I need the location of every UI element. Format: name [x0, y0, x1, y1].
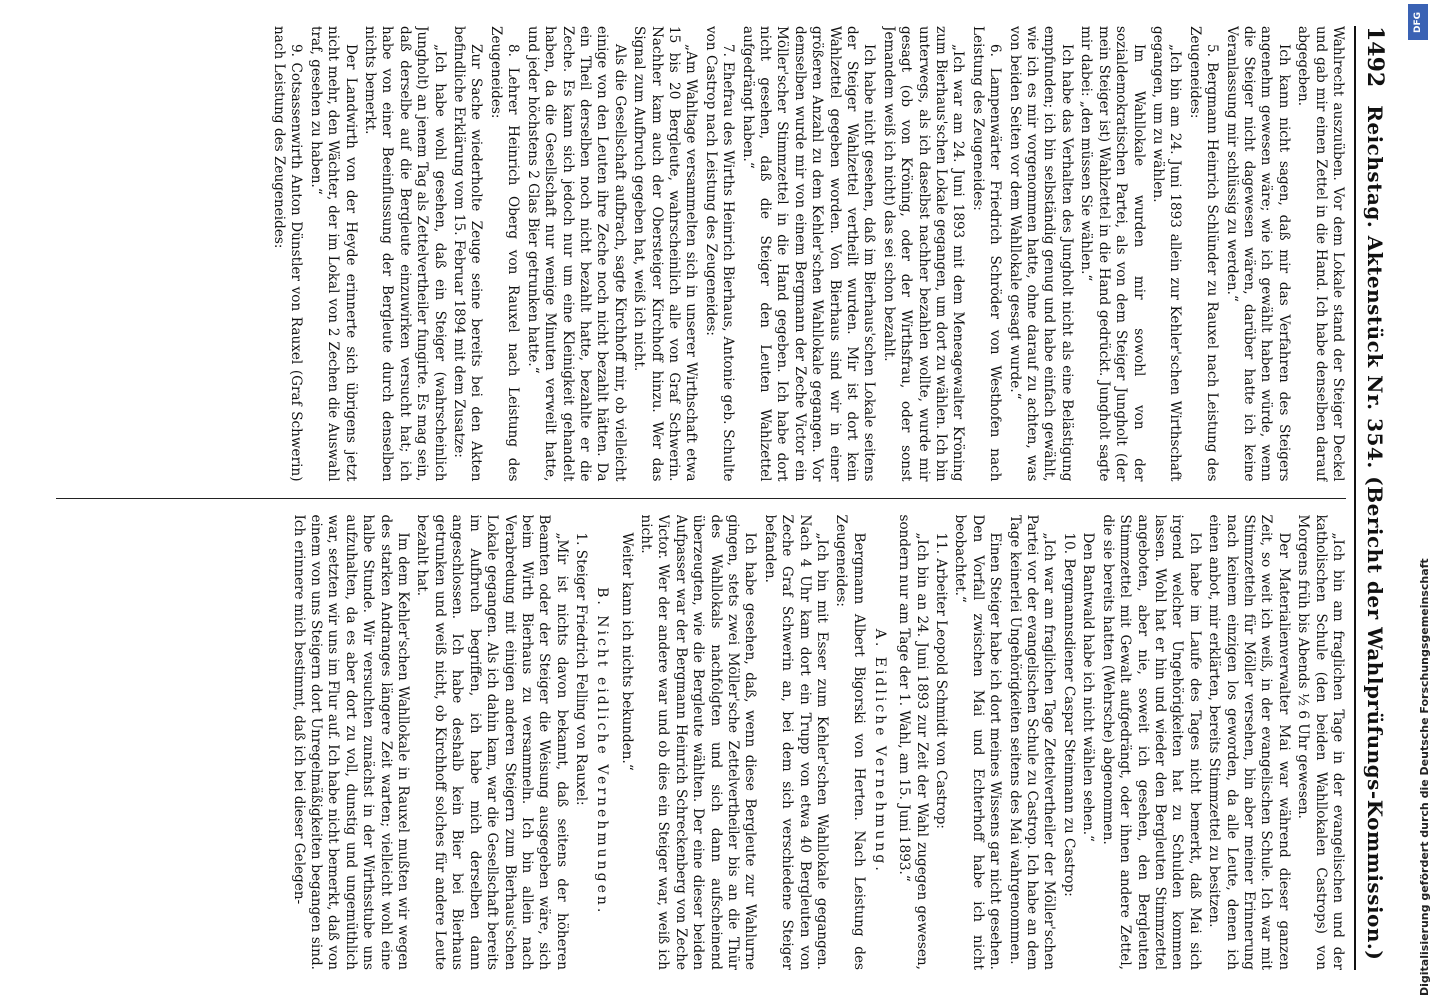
paragraph: Wahlrecht auszuüben. Vor dem Lokale stand der Steiger Deckel und gab mir einen Zettel in die Hand. Ich habe denselben darauf abgegeben. — [1295, 26, 1346, 482]
paragraph: Einen Steiger habe ich dort meines Wissens gar nicht gesehen. Den Vorfall zwischen Mai und Echterhoff habe ich nicht beobachtet.“ — [952, 514, 1004, 970]
paragraph: Weiter kann ich nichts bekunden.“ — [618, 532, 635, 771]
paragraph: 10. Bergmannsdiener Caspar Steinmann zu Castrop: — [1060, 532, 1077, 897]
page-number: 1492 — [1362, 26, 1388, 88]
paragraph: Der Landwirth von der Heyde erinnerte sich übrigens jetzt nicht mehr, den Wächter, der im Lokal von 2 Zechen die Auswahl traf, gesehen zu haben.“ — [307, 26, 359, 482]
paragraph: 8. Lehrer Heinrich Oberg von Rauxel nach Leistung des Zeugeneides: — [487, 26, 522, 482]
paragraph: Der Materialienverwalter Mai war während dieser ganzen Zeit, so weit ich weiß, in der evangelischen Schule. Ich war mit Stimmzetteln für Möller versehen, bin aber meiner Erinnerung nach keinem einzigen los geworden, da alle Leute, denen ich einen anbot, mir erklärten, bereits Stimmzettel zu besitzen. — [1206, 514, 1292, 970]
paragraph: Ich habe gesehen, daß, wenn diese Bergleute zur Wahlurne gingen, stets zwei Möller'sche Zettelvertheiler bis an die Thür des Wahllokals nachfolgten und sich dann aufscheinend überzeugten, wie die Bergleute wählten. Der eine dieser beiden Aufpasser war der Bergmann Heinrich Schreckenberg von Zeche Victor. Wer der andere war und ob dies ein Steiger war, weiß ich nicht. — [637, 514, 759, 970]
section-heading: A. Eidliche Vernehmung. — [871, 628, 888, 874]
paragraph: Im Wahllokale wurden mir sowohl von der sozialdemokratischen Partei, als von dem Steiger Jungholt (der mein Steiger ist) Wahlzettel in die Hand gedrückt. Jungholt sagte mir dabei: „den müssen Sie wählen.“ — [1078, 26, 1147, 482]
right-column — [56, 515, 1346, 971]
paragraph: 6. Lampenwärter Friedrich Schröder von Westhofen nach Leistung des Zeugeneides: — [969, 26, 1004, 482]
running-title: Reichstag. Aktenstück Nr. 354. (Bericht der Wahlprüfungs-Kommission.) — [1363, 105, 1387, 961]
paragraph: Ich kann nicht sagen, daß mir das Verfahren des Steigers angenehm gewesen wäre; wie ich gewählt haben würde, wenn die Steiger nicht dagewesen wären, darüber hatte ich keine Veranlassung mir schlüssig zu werden.“ — [1223, 26, 1292, 482]
paragraph: Ich habe das Verhalten des Jungholt nicht als eine Belästigung empfunden; ich bin selbständig genug und habe einfach gewählt, wie ich es mir vorgenommen hatte, ohne darauf zu achten, was von beiden Seiten vor dem Wahllokale gesagt wurde.“ — [1006, 26, 1075, 482]
paragraph: Als die Gesellschaft aufbrach, sagte Kirchhoff mir, ob vielleicht einige von den Leuten ihre Zeche noch nicht bezahlt hätten. Da ein Theil derselben noch nicht bezahlt hatte, bezahlte er die Zeche. Es kann sich jedoch nur um eine Kleinigkeit gehandelt haben, da die Gesellschaft nur wenige Minuten verweilt hatte, und jeder höchstens 2 Glas Bier getrunken hatte.“ — [524, 26, 628, 482]
paragraph: „Ich bin am fraglichen Tage in der evangelischen und der katholischen Schule (den beiden Wahllokalen Castrops) von Morgens früh bis Abends ½ 6 Uhr gewesen. — [1295, 514, 1346, 970]
paragraph: 9. Cotsassenwirth Anton Dünstler von Rauxel (Graf Schwerin) nach Leistung des Zeugeneides: — [271, 26, 305, 482]
paragraph: „Ich bin an 24. Juni 1893 zur Zeit der Wahl zugegen gewesen, sondern nur am Tage der 1. Wahl, am 15. Juni 1893.“ — [896, 514, 930, 970]
paragraph: „Ich war am 24. Juni 1893 mit dem Meneagewalter Kröning zum Bierhaus'schen Lokale gegangen, um dort zu wählen. Ich bin unterwegs, als ich daselbst nachher bezahlen wollte, wurde mir gesagt (ob von Kröning, oder der Wirthsfrau, oder sonst Jemandem weiß ich nicht) das sei schon bezahlt. — [880, 26, 967, 482]
left-column — [56, 26, 1346, 482]
paragraph: „Mir ist nichts davon bekannt, daß seitens der höheren Beamten oder der Steiger die Weisung ausgegeben wäre, sich beim Wirth Bierhaus zu versammeln. Ich bin allein nach Verabredung mit einigen anderen Steigern zum Bierhaus'schen Lokale gegangen. Als ich dahin kam, war die Gesellschaft bereits im Aufbruch begriffen, ich habe mich derselben dann angeschlossen. Ich habe deshalb kein Bier bei Bierhaus getrunken und weiß nicht, ob Kirchhoff solches für andere Leute bezahlt hat. — [414, 514, 570, 970]
dfg-logo: DFG — [1408, 4, 1428, 40]
paragraph: „Am Wahltage versammelten sich in unserer Wirthschaft etwa 15 bis 20 Bergleute, wahrscheinlich alle von Graf Schwerin. Nachher kam auch der Obersteiger Kirchhoff hinzu. Wer das Signal zum Aufbruch gegeben hat, weiß ich nicht. — [631, 26, 700, 482]
paragraph: „Ich bin am 24. Juni 1893 allein zur Kehler'schen Wirthschaft gegangen, um zu wählen. — [1149, 26, 1184, 482]
paragraph: 1. Steiger Friedrich Felling von Rauxel: — [573, 532, 590, 806]
column-divider — [56, 498, 1346, 499]
paragraph: „Ich war am fraglichen Tage Zettelvertheiler der Möller'schen Partei vor der evangelischen Schule zu Castrop. Ich habe an dem Tage keinerlei Ungehörigkeiten seitens des Mai wahrgenommen. — [1006, 514, 1058, 970]
page-header — [1354, 26, 1388, 970]
paragraph: Ich habe im Laufe des Tages nicht bemerkt, daß Mai sich irgend welcher Ungehörigkeiten hat zu Schulden kommen lassen. Wohl hat er hin und wieder den Bergleuten Stimmzettel angeboten, aber nie, soweit ich gesehen, den Bergleuten Stimmzettel mit Gewalt aufgedrängt, oder ihnen andere Zettel, die sie bereits hatten (Wehrsche) abgenommen. — [1099, 514, 1203, 970]
paragraph: Den Bantwald habe ich nicht wählen sehen.“ — [1080, 532, 1097, 842]
paragraph: 5. Bergmann Heinrich Schlünder zu Rauxel nach Leistung des Zeugeneides: — [1186, 26, 1221, 482]
paragraph: Im dem Kehler'schen Wahllokale in Rauxel mußten wir wegen des starken Andranges längere Zeit warten; vielleicht wohl eine halbe Stunde. Wir versuchten zunächst in der Wirthsstube uns aufzuhalten, da es aber dort zu voll, dunstig und ungemüthlich war, setzten wir uns im Flur auf. Ich habe nicht bemerkt, daß von einem von uns Steigern dort Unregelmäßigkeiten begangen sind. Ich erinnere mich bestimmt, daß ich bei dieser Gelegen- — [290, 514, 412, 970]
paragraph: Zur Sache wiederholte Zeuge seine bereits bei den Akten befindliche Erklärung vom 15. Februar 1894 mit dem Zusatze: — [451, 26, 485, 482]
rotated-scan-page — [40, 8, 1400, 988]
paragraph: 7. Ehefrau des Wirths Heinrich Bierhaus, Antonie geb. Schulte von Castrop nach Leistung des Zeugeneides: — [702, 26, 737, 482]
paragraph: Ich habe nicht gesehen, daß im Bierhaus'schen Lokale seitens der Steiger Wahlzettel vertheilt wurden. Mir ist dort kein Wahlzettel gegeben worden. Von Bierhaus sind wir in einer größeren Anzahl zu dem Kehler'schen Wahllokale gegangen. Vor demselben wurde mir von einem Bergmann der Zeche Victor ein Möller'scher Stimmzettel in die Hand gegeben. Ich habe dort nicht gesehen, daß die Steiger den Leuten Wahlzettel aufgedrängt haben.“ — [739, 26, 878, 482]
paragraph: „Ich habe wohl gesehen, daß ein Steiger (wahrscheinlich Jungholt) an jenem Tag als Zettelvertheiler fungirte. Es mag sein, daß derselbe auf die Bergleute einzuwirken versucht hat; ich habe von einer Beeinflussung der Bergleute durch denselben nichts bemerkt. — [362, 26, 448, 482]
paragraph: Bergmann Albert Bigorski von Herten. Nach Leistung des Zeugeneides: — [833, 514, 867, 970]
paragraph: 11. Arbeiter Leopold Schmidt von Castrop: — [933, 532, 950, 829]
section-heading: B. Nicht eidliche Vernehmungen. — [594, 587, 611, 916]
paragraph: „Ich bin mit Esser zum Kehler'schen Wahllokale gegangen. Nach 4 Uhr kam dort ein Trupp von etwa 40 Bergleuten von Zeche Graf Schwerin an, bei dem sich verschiedene Steiger befanden. — [761, 514, 831, 970]
text-columns — [56, 26, 1346, 970]
funding-note: Digitalisierung gefördert durch die Deutsche Forschungsgemeinschaft — [1418, 558, 1431, 996]
digitization-footer — [1404, 0, 1432, 1000]
